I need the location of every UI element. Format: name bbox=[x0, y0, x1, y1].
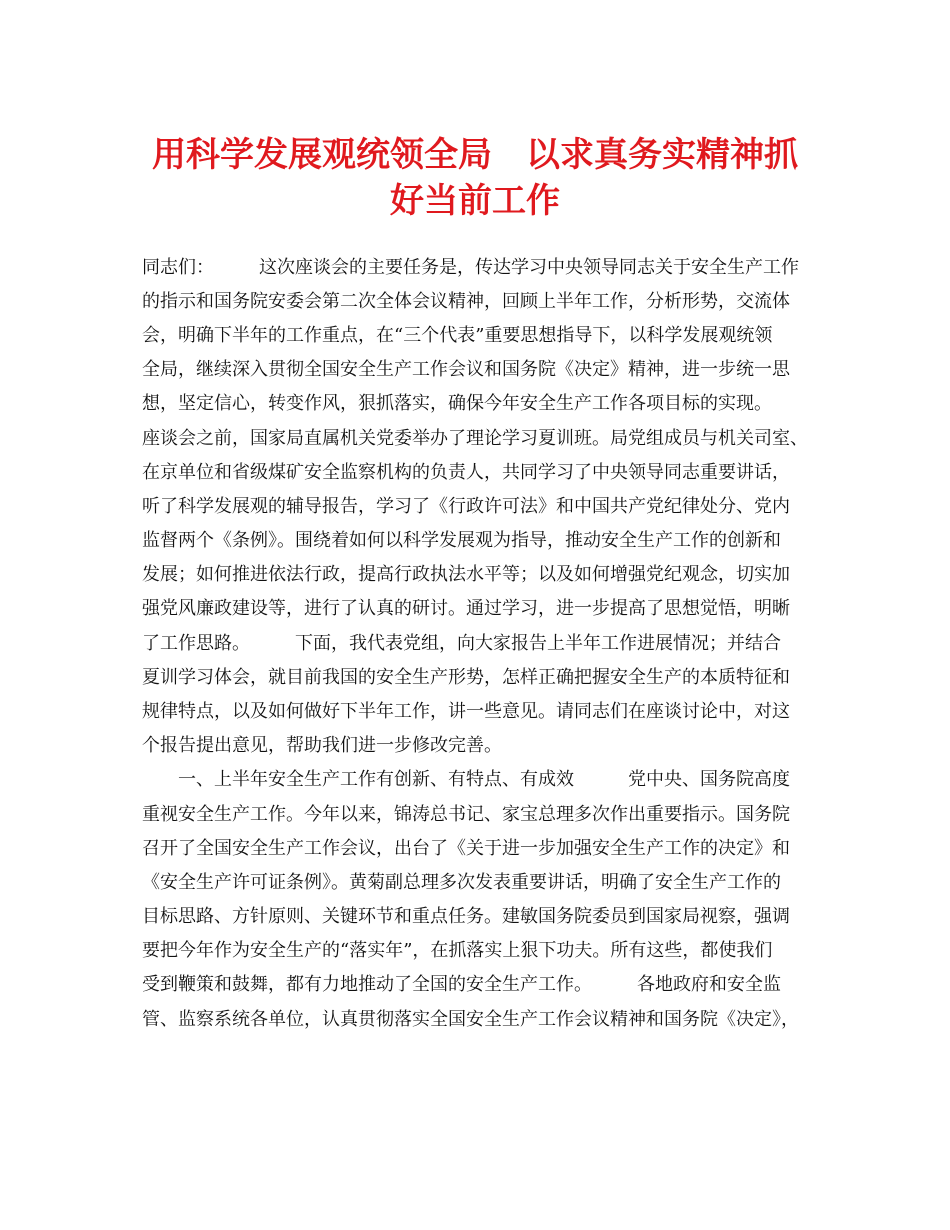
body-line: 规律特点，以及如何做好下半年工作，讲一些意见。请同志们在座谈讨论中，对这 bbox=[142, 701, 790, 722]
body-line: 《安全生产许可证条例》。黄菊副总理多次发表重要讲话，明确了安全生产工作的 bbox=[142, 872, 781, 893]
body-line: 强党风廉政建设等，进行了认真的研讨。通过学习，进一步提高了思想觉悟，明晰 bbox=[142, 598, 790, 619]
body-line: 要把今年作为安全生产的“落实年”，在抓落实上狠下功夫。所有这些，都使我们 bbox=[142, 940, 773, 961]
body-line: 想，坚定信心，转变作风，狠抓落实，确保今年安全生产工作各项目标的实现。 bbox=[142, 393, 772, 414]
body-line: 座谈会之前，国家局直属机关党委举办了理论学习夏训班。局党组成员与机关司室、 bbox=[142, 428, 808, 449]
body-line: 受到鞭策和鼓舞，都有力地推动了全国的安全生产工作。 各地政府和安全监 bbox=[142, 974, 781, 995]
body-line: 夏训学习体会，就目前我国的安全生产形势，怎样正确把握安全生产的本质特征和 bbox=[142, 667, 790, 688]
body-line: 听了科学发展观的辅导报告，学习了《行政许可法》和中国共产党纪律处分、党内 bbox=[142, 496, 790, 517]
body-line: 管、监察系统各单位，认真贯彻落实全国安全生产工作会议精神和国务院《决定》， bbox=[142, 1009, 799, 1030]
body-line: 目标思路、方针原则、关键环节和重点任务。建敏国务院委员到国家局视察，强调 bbox=[142, 906, 790, 927]
body-line: 个报告提出意见，帮助我们进一步修改完善。 bbox=[142, 735, 502, 756]
body-line: 的指示和国务院安委会第二次全体会议精神，回顾上半年工作，分析形势，交流体 bbox=[142, 291, 790, 312]
document-title-line-1 bbox=[120, 130, 830, 180]
body-line: 监督两个《条例》。围绕着如何以科学发展观为指导，推动安全生产工作的创新和 bbox=[142, 530, 781, 551]
body-line: 重视安全生产工作。今年以来，锦涛总书记、家宝总理多次作出重要指示。国务院 bbox=[142, 804, 790, 825]
body-line: 会，明确下半年的工作重点，在“三个代表”重要思想指导下，以科学发展观统领 bbox=[142, 325, 773, 346]
body-line: 全局，继续深入贯彻全国安全生产工作会议和国务院《决定》精神，进一步统一思 bbox=[142, 359, 790, 380]
document-title-line-2: 好当前工作 bbox=[390, 181, 560, 221]
body-line: 召开了全国安全生产工作会议，出台了《关于进一步加强安全生产工作的决定》和 bbox=[142, 838, 790, 859]
body-line: 在京单位和省级煤矿安全监察机构的负责人，共同学习了中央领导同志重要讲话， bbox=[142, 462, 790, 483]
title-part-a: 用科学发展观统领全局 bbox=[152, 135, 492, 175]
body-line: 同志们： 这次座谈会的主要任务是，传达学习中央领导同志关于安全生产工作 bbox=[142, 257, 799, 278]
title-part-b: 以求真务实精神抓 bbox=[526, 135, 798, 175]
body-line: 一、上半年安全生产工作有创新、有特点、有成效 党中央、国务院高度 bbox=[142, 769, 790, 790]
body-line: 了工作思路。 下面，我代表党组，向大家报告上半年工作进展情况；并结合 bbox=[142, 633, 781, 654]
body-line: 发展；如何推进依法行政，提高行政执法水平等；以及如何增强党纪观念，切实加 bbox=[142, 564, 790, 585]
